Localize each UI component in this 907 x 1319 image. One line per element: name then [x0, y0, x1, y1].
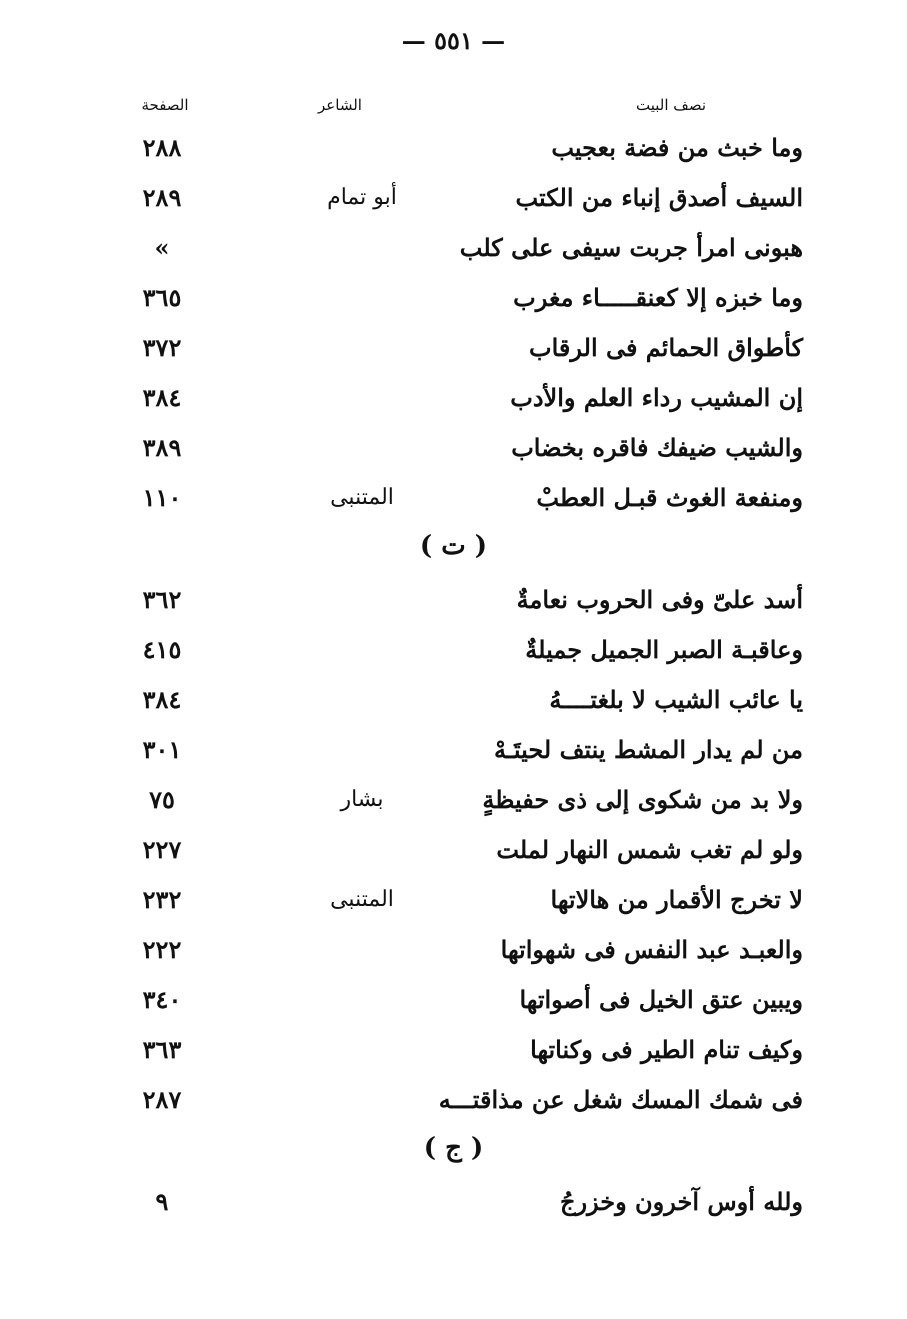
page-ref: ٣٠١	[142, 735, 182, 764]
verse-text: هبونى امرأ جربت سيفى على كلب	[459, 233, 803, 262]
index-row	[0, 677, 907, 727]
index-row	[0, 175, 907, 225]
verse-text: والشيب ضيفك فاقره بخضاب	[511, 433, 803, 462]
page-ref: »	[154, 233, 170, 262]
index-row	[0, 125, 907, 175]
verse-text: السيف أصدق إنباء من الكتب	[515, 183, 803, 212]
index-row	[0, 1077, 907, 1127]
index-row	[0, 627, 907, 677]
column-headers	[0, 96, 907, 120]
index-row	[0, 827, 907, 877]
index-table	[0, 125, 907, 1229]
poet-name: المتنبى	[330, 887, 394, 912]
page-ref: ٣٦٣	[142, 1035, 182, 1064]
verse-text: وكيف تنام الطير فى وكناتها	[530, 1035, 803, 1064]
verse-text: ولله أوس آخرون وخزرجُ	[559, 1187, 803, 1216]
index-row	[0, 1027, 907, 1077]
index-row	[0, 727, 907, 777]
page-ref: ٣٦٥	[142, 283, 182, 312]
verse-text: من لم يدار المشط ينتف لحيتَـهْ	[494, 735, 803, 764]
index-row	[0, 225, 907, 275]
verse-text: وعاقبـة الصبر الجميل جميلةٌ	[525, 635, 803, 664]
section-heading-ta	[0, 525, 907, 577]
page-number: — ٥٥١ —	[401, 26, 506, 55]
page-ref: ٢٢٢	[142, 935, 182, 964]
verse-text: والعبـد عبد النفس فى شهواتها	[500, 935, 803, 964]
verse-text: ولا بد من شكوى إلى ذى حفيظةٍ	[482, 785, 803, 814]
page-ref: ٤١٥	[142, 635, 182, 664]
page-ref: ٣٨٤	[142, 383, 182, 412]
verse-text: فى شمك المسك شغل عن مذاقتـــه	[438, 1085, 803, 1114]
section-heading-jim	[0, 1127, 907, 1179]
index-row	[0, 325, 907, 375]
verse-text: وما خبث من فضة بعجيب	[551, 133, 803, 162]
page-ref: ٢٢٧	[142, 835, 182, 864]
page-ref: ٣٨٩	[142, 433, 182, 462]
section-letter: ( ت )	[419, 531, 488, 561]
index-row	[0, 877, 907, 927]
page-ref: ٣٨٤	[142, 685, 182, 714]
header-page: الصفحة	[141, 96, 189, 114]
page-ref: ٩	[155, 1187, 169, 1216]
page-ref: ١١٠	[142, 483, 182, 512]
page-ref: ٣٦٢	[142, 585, 182, 614]
page-ref: ٢٨٩	[142, 183, 182, 212]
page-ref: ٣٤٠	[142, 985, 182, 1014]
verse-text: وما خبزه إلا كعنقـــــاء مغرب	[513, 283, 803, 312]
index-row	[0, 275, 907, 325]
index-row	[0, 577, 907, 627]
verse-text: كأطواق الحمائم فى الرقاب	[529, 333, 803, 362]
header-poet: الشاعر	[318, 96, 362, 114]
index-row	[0, 777, 907, 827]
index-row	[0, 977, 907, 1027]
page-ref: ٢٨٨	[142, 133, 182, 162]
verse-text: ولو لم تغب شمس النهار لملت	[496, 835, 803, 864]
index-row	[0, 475, 907, 525]
page-ref: ٢٨٧	[142, 1085, 182, 1114]
header-hemistich: نصف البيت	[636, 96, 706, 114]
poet-name: بشار	[340, 787, 384, 812]
verse-text: أسد علىّ وفى الحروب نعامةٌ	[516, 585, 803, 614]
verse-text: إن المشيب رداء العلم والأدب	[510, 383, 803, 412]
poet-name: المتنبى	[330, 485, 394, 510]
verse-text: لا تخرج الأقمار من هالاتها	[550, 885, 803, 914]
index-row	[0, 425, 907, 475]
page-ref: ٢٣٢	[142, 885, 182, 914]
index-row	[0, 375, 907, 425]
verse-text: ويبين عتق الخيل فى أصواتها	[519, 985, 803, 1014]
page-ref: ٧٥	[149, 785, 175, 814]
verse-text: ومنفعة الغوث قبـل العطبْ	[536, 483, 803, 512]
section-letter: ( ج )	[423, 1133, 484, 1163]
index-row	[0, 927, 907, 977]
index-row	[0, 1179, 907, 1229]
poet-name: أبو تمام	[327, 185, 397, 210]
page-ref: ٣٧٢	[142, 333, 182, 362]
verse-text: يا عائب الشيب لا بلغتــــهُ	[549, 685, 803, 714]
